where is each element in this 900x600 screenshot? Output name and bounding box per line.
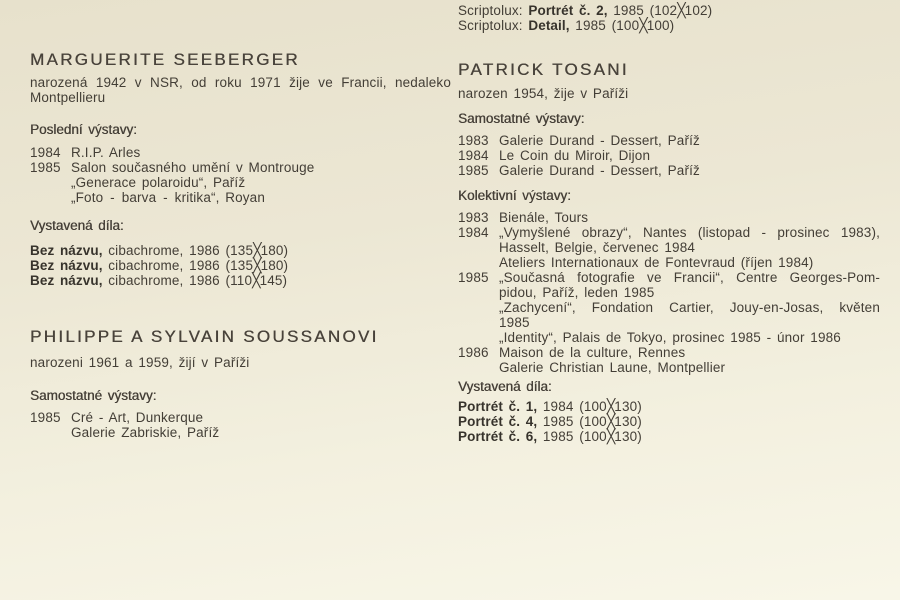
- section-label: Samostatné výstavy:: [30, 388, 157, 403]
- work-list: [458, 3, 880, 33]
- multiply-sign: ╳: [639, 17, 647, 33]
- exhibition-details: [71, 145, 451, 160]
- bio-line: Montpellieru: [30, 90, 106, 105]
- work-list: [458, 399, 880, 444]
- work-details: 1985 (100╳100): [569, 17, 675, 33]
- section-label: Kolektivní výstavy:: [458, 188, 571, 203]
- artist-bio: [458, 86, 880, 101]
- exhibition-details: [499, 345, 880, 375]
- work-prefix: Scriptolux:: [458, 18, 529, 33]
- artist-bio: [30, 355, 451, 370]
- exhibition-details: [499, 163, 880, 178]
- work-details: cibachrome, 1986 (135╳180): [102, 257, 289, 273]
- work-entry: [458, 399, 880, 414]
- multiply-sign: ╳: [606, 398, 615, 414]
- bio-line: narozená 1942 v NSR, od roku 1971 žije ve Francii, nedaleko: [30, 75, 451, 90]
- work-entry: [30, 243, 451, 258]
- exhibition-entry: [458, 345, 880, 375]
- exhibition-line: Maison de la culture, Rennes: [499, 345, 686, 360]
- exhibition-details: [499, 210, 880, 225]
- exhibition-year: 1983: [458, 133, 489, 148]
- exhibition-entry: [458, 210, 880, 225]
- work-entry: [30, 273, 451, 288]
- exhibition-line: Galerie Durand - Dessert, Paříž: [499, 133, 700, 148]
- work-prefix: Scriptolux:: [458, 3, 529, 18]
- exhibition-year: 1984: [30, 145, 61, 160]
- exhibition-line: R.I.P. Arles: [71, 145, 141, 160]
- bio-line: narozen 1954, žije v Paříži: [458, 86, 629, 101]
- exhibition-list: [30, 410, 451, 440]
- exhibition-line: „Generace polaroidu“, Paříž: [71, 175, 246, 190]
- exhibition-entry: [30, 160, 451, 205]
- work-title: Portrét č. 1,: [458, 399, 538, 414]
- exhibition-line: Galerie Christian Laune, Montpellier: [499, 360, 726, 375]
- exhibition-details: [499, 270, 880, 345]
- work-entry: [458, 414, 880, 429]
- exhibition-line: Ateliers Internationaux de Fontevraud (říjen 1984): [499, 255, 814, 270]
- exhibition-entry: [30, 145, 451, 160]
- multiply-sign: ╳: [606, 428, 615, 444]
- work-details: 1985 (100╳130): [537, 428, 642, 444]
- exhibition-year: 1983: [458, 210, 489, 225]
- work-title: Portrét č. 4,: [458, 414, 538, 429]
- work-entry: [458, 3, 880, 18]
- exhibition-entry: [458, 163, 880, 178]
- exhibition-details: [499, 148, 880, 163]
- exhibition-line: Cré - Art, Dunkerque: [71, 410, 204, 425]
- exhibition-line: Galerie Zabriskie, Paříž: [71, 425, 220, 440]
- exhibition-year: 1986: [458, 345, 489, 360]
- exhibition-year: 1984: [458, 225, 489, 240]
- work-entry: [458, 429, 880, 444]
- work-title: Bez názvu,: [30, 258, 103, 273]
- exhibition-entry: [458, 270, 880, 345]
- section-label: Poslední výstavy:: [30, 122, 137, 137]
- bio-line: narozeni 1961 a 1959, žijí v Paříži: [30, 355, 250, 370]
- section-label: Samostatné výstavy:: [458, 111, 585, 126]
- multiply-sign: ╳: [606, 413, 615, 429]
- exhibition-year: 1984: [458, 148, 489, 163]
- exhibition-list: [458, 210, 880, 375]
- work-title: Bez názvu,: [30, 243, 103, 258]
- work-title: Portrét č. 6,: [458, 429, 538, 444]
- work-entry: [30, 258, 451, 273]
- exhibition-line: 1985: [499, 315, 530, 330]
- artist-name-heading: PHILIPPE A SYLVAIN SOUSSANOVI: [30, 327, 379, 346]
- work-title: Portrét č. 2,: [528, 3, 608, 18]
- exhibition-line: Hasselt, Belgie, červenec 1984: [499, 240, 696, 255]
- artist-bio: [30, 75, 451, 105]
- multiply-sign: ╳: [253, 257, 261, 273]
- work-details: cibachrome, 1986 (110╳145): [102, 272, 288, 288]
- catalog-column-right: [458, 0, 880, 444]
- exhibition-line: „Současná fotografie ve Francii“, Centre Georges-Pom-: [499, 270, 880, 285]
- exhibition-entry: [30, 410, 451, 440]
- section-label: Vystavená díla:: [30, 218, 124, 233]
- exhibition-line: „Identity“, Palais de Tokyo, prosinec 1985 - únor 1986: [499, 330, 841, 345]
- exhibition-details: [499, 133, 880, 148]
- work-entry: [458, 18, 880, 33]
- artist-name-heading: PATRICK TOSANI: [458, 60, 629, 79]
- exhibition-line: Salon současného umění v Montrouge: [71, 160, 315, 175]
- catalog-column-left: [30, 0, 451, 440]
- exhibition-entry: [458, 148, 880, 163]
- work-list: [30, 243, 451, 288]
- exhibition-entry: [458, 225, 880, 270]
- work-details: 1985 (100╳130): [537, 413, 642, 429]
- exhibition-line: pidou, Paříž, leden 1985: [499, 285, 655, 300]
- multiply-sign: ╳: [253, 242, 261, 258]
- exhibition-details: [499, 225, 880, 270]
- multiply-sign: ╳: [677, 2, 685, 18]
- work-title: Bez názvu,: [30, 273, 103, 288]
- exhibition-year: 1985: [458, 163, 489, 178]
- exhibition-year: 1985: [458, 270, 489, 285]
- exhibition-line: „Zachycení“, Fondation Cartier, Jouy-en-Josas, květen: [499, 300, 880, 315]
- exhibition-line: Le Coin du Miroir, Dijon: [499, 148, 651, 163]
- exhibition-line: Galerie Durand - Dessert, Paříž: [499, 163, 700, 178]
- exhibition-line: Bienále, Tours: [499, 210, 589, 225]
- exhibition-details: [71, 160, 451, 205]
- artist-name-heading: MARGUERITE SEEBERGER: [30, 50, 300, 69]
- exhibition-entry: [458, 133, 880, 148]
- section-label: Vystavená díla:: [458, 379, 552, 394]
- work-details: 1984 (100╳130): [537, 398, 642, 414]
- work-details: cibachrome, 1986 (135╳180): [102, 242, 289, 258]
- work-details: 1985 (102╳102): [607, 2, 713, 18]
- exhibition-line: „Foto - barva - kritika“, Royan: [71, 190, 265, 205]
- work-title: Detail,: [528, 18, 570, 33]
- exhibition-year: 1985: [30, 410, 61, 425]
- exhibition-line: „Vymyšlené obrazy“, Nantes (listopad - prosinec 1983),: [499, 225, 880, 240]
- exhibition-list: [30, 145, 451, 205]
- exhibition-list: [458, 133, 880, 178]
- exhibition-details: [71, 410, 451, 440]
- exhibition-year: 1985: [30, 160, 61, 175]
- multiply-sign: ╳: [252, 272, 260, 288]
